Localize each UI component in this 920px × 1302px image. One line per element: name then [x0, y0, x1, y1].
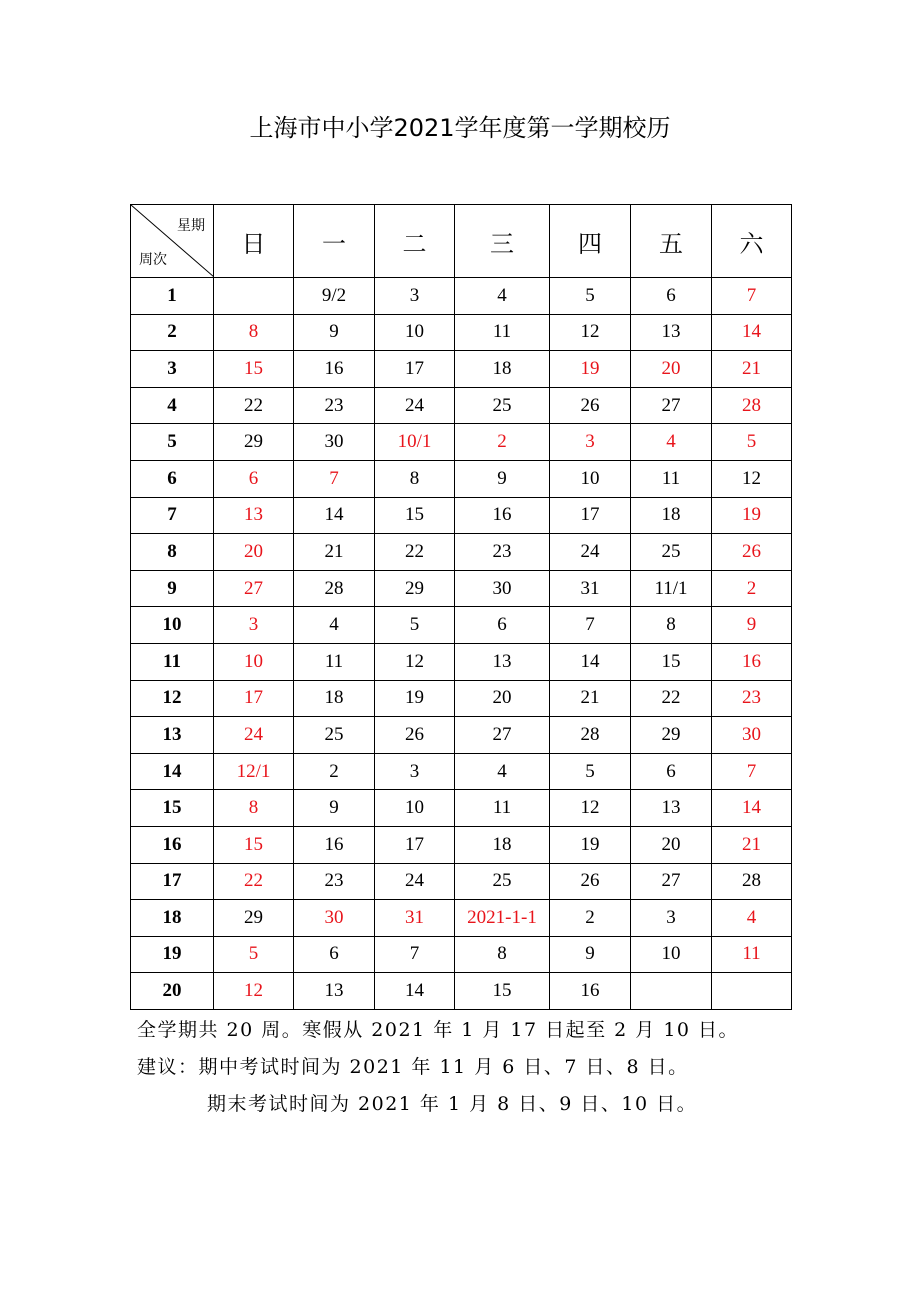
- table-row: [131, 570, 792, 607]
- week-number-cell: 1: [131, 278, 214, 315]
- date-cell: 6: [631, 278, 712, 315]
- date-cell: 10: [631, 936, 712, 973]
- date-cell: 4: [712, 900, 792, 937]
- date-cell: 11: [455, 314, 550, 351]
- date-cell: 28: [294, 570, 375, 607]
- date-cell: 5: [375, 607, 455, 644]
- date-cell: 11: [294, 643, 375, 680]
- week-axis-label: 周次: [139, 252, 167, 268]
- week-number-cell: 5: [131, 424, 214, 461]
- date-cell: 7: [550, 607, 631, 644]
- date-cell: 5: [712, 424, 792, 461]
- date-cell: 30: [294, 424, 375, 461]
- date-cell: 24: [214, 717, 294, 754]
- header-row: [131, 205, 792, 278]
- table-row: [131, 387, 792, 424]
- date-cell: 24: [550, 534, 631, 571]
- date-cell: 31: [375, 900, 455, 937]
- date-cell: 21: [712, 826, 792, 863]
- date-cell: 30: [712, 717, 792, 754]
- date-cell: 8: [455, 936, 550, 973]
- date-cell: 30: [294, 900, 375, 937]
- note-semester-summary: 全学期共 20 周。寒假从 2021 年 1 月 17 日起至 2 月 10 日。: [137, 1019, 740, 1041]
- week-number-cell: 8: [131, 534, 214, 571]
- date-cell: 14: [550, 643, 631, 680]
- table-row: [131, 680, 792, 717]
- week-number-cell: 3: [131, 351, 214, 388]
- table-row: [131, 460, 792, 497]
- date-cell: 17: [375, 826, 455, 863]
- date-cell: 26: [550, 863, 631, 900]
- date-cell: 27: [455, 717, 550, 754]
- date-cell: 11/1: [631, 570, 712, 607]
- date-cell: 6: [294, 936, 375, 973]
- date-cell: 23: [294, 863, 375, 900]
- date-cell: 28: [550, 717, 631, 754]
- date-cell: 28: [712, 387, 792, 424]
- table-row: [131, 826, 792, 863]
- date-cell: 20: [631, 826, 712, 863]
- date-cell: 13: [214, 497, 294, 534]
- week-number-cell: 6: [131, 460, 214, 497]
- date-cell: 7: [375, 936, 455, 973]
- table-row: [131, 936, 792, 973]
- week-number-cell: 18: [131, 900, 214, 937]
- date-cell: [631, 973, 712, 1010]
- date-cell: 25: [455, 387, 550, 424]
- school-calendar-table: [130, 204, 792, 1010]
- weekday-axis-label: 星期: [177, 218, 205, 234]
- date-cell: 29: [214, 900, 294, 937]
- table-row: [131, 643, 792, 680]
- date-cell: 8: [214, 790, 294, 827]
- date-cell: 7: [294, 460, 375, 497]
- date-cell: 5: [550, 753, 631, 790]
- table-row: [131, 424, 792, 461]
- date-cell: 12: [712, 460, 792, 497]
- date-cell: 14: [712, 790, 792, 827]
- week-number-cell: 9: [131, 570, 214, 607]
- date-cell: 2: [712, 570, 792, 607]
- date-cell: 14: [294, 497, 375, 534]
- date-cell: 26: [550, 387, 631, 424]
- date-cell: 10: [550, 460, 631, 497]
- date-cell: 5: [214, 936, 294, 973]
- table-row: [131, 314, 792, 351]
- week-number-cell: 4: [131, 387, 214, 424]
- note-midterm-suggestion: 建议：期中考试时间为 2021 年 11 月 6 日、7 日、8 日。: [137, 1056, 689, 1078]
- date-cell: 19: [712, 497, 792, 534]
- date-cell: 10/1: [375, 424, 455, 461]
- date-cell: 19: [550, 826, 631, 863]
- week-number-cell: 11: [131, 643, 214, 680]
- table-row: [131, 534, 792, 571]
- date-cell: 11: [631, 460, 712, 497]
- date-cell: 12: [550, 790, 631, 827]
- date-cell: 26: [712, 534, 792, 571]
- day-header-sun: 日: [214, 205, 294, 278]
- note-final-exam: 期末考试时间为 2021 年 1 月 8 日、9 日、10 日。: [207, 1093, 698, 1115]
- date-cell: 15: [214, 826, 294, 863]
- date-cell: 2: [294, 753, 375, 790]
- date-cell: 5: [550, 278, 631, 315]
- date-cell: 9/2: [294, 278, 375, 315]
- date-cell: 22: [631, 680, 712, 717]
- week-number-cell: 13: [131, 717, 214, 754]
- date-cell: 15: [631, 643, 712, 680]
- table-row: [131, 497, 792, 534]
- date-cell: 27: [631, 863, 712, 900]
- date-cell: 10: [375, 314, 455, 351]
- date-cell: 20: [455, 680, 550, 717]
- date-cell: 24: [375, 863, 455, 900]
- date-cell: 13: [294, 973, 375, 1010]
- date-cell: 30: [455, 570, 550, 607]
- date-cell: 18: [455, 351, 550, 388]
- date-cell: 2021-1-1: [455, 900, 550, 937]
- table-row: [131, 973, 792, 1010]
- date-cell: 17: [550, 497, 631, 534]
- date-cell: 16: [294, 826, 375, 863]
- page-title: 上海市中小学2021学年度第一学期校历: [249, 114, 671, 142]
- date-cell: 19: [375, 680, 455, 717]
- day-header-sat: 六: [712, 205, 792, 278]
- date-cell: 16: [712, 643, 792, 680]
- date-cell: 29: [375, 570, 455, 607]
- date-cell: 15: [214, 351, 294, 388]
- date-cell: 2: [455, 424, 550, 461]
- date-cell: 3: [375, 753, 455, 790]
- week-number-cell: 7: [131, 497, 214, 534]
- date-cell: 12: [375, 643, 455, 680]
- date-cell: 20: [631, 351, 712, 388]
- date-cell: 6: [631, 753, 712, 790]
- date-cell: 16: [294, 351, 375, 388]
- date-cell: 23: [294, 387, 375, 424]
- date-cell: 9: [550, 936, 631, 973]
- week-number-cell: 15: [131, 790, 214, 827]
- date-cell: 3: [375, 278, 455, 315]
- date-cell: 14: [375, 973, 455, 1010]
- table-row: [131, 790, 792, 827]
- date-cell: 23: [712, 680, 792, 717]
- table-row: [131, 607, 792, 644]
- week-number-cell: 10: [131, 607, 214, 644]
- week-number-cell: 16: [131, 826, 214, 863]
- table-row: [131, 278, 792, 315]
- day-header-wed: 三: [455, 205, 550, 278]
- date-cell: 25: [294, 717, 375, 754]
- table-row: [131, 717, 792, 754]
- week-number-cell: 12: [131, 680, 214, 717]
- date-cell: 4: [294, 607, 375, 644]
- date-cell: 20: [214, 534, 294, 571]
- week-number-cell: 2: [131, 314, 214, 351]
- date-cell: 26: [375, 717, 455, 754]
- date-cell: 27: [631, 387, 712, 424]
- date-cell: 7: [712, 753, 792, 790]
- week-number-cell: 14: [131, 753, 214, 790]
- date-cell: 29: [631, 717, 712, 754]
- date-cell: 28: [712, 863, 792, 900]
- date-cell: 8: [375, 460, 455, 497]
- date-cell: 17: [375, 351, 455, 388]
- week-number-cell: 17: [131, 863, 214, 900]
- date-cell: 18: [294, 680, 375, 717]
- date-cell: 4: [631, 424, 712, 461]
- table-row: [131, 753, 792, 790]
- date-cell: 19: [550, 351, 631, 388]
- date-cell: 24: [375, 387, 455, 424]
- date-cell: 18: [631, 497, 712, 534]
- date-cell: 22: [214, 387, 294, 424]
- date-cell: 11: [712, 936, 792, 973]
- table-row: [131, 900, 792, 937]
- date-cell: 6: [214, 460, 294, 497]
- date-cell: 17: [214, 680, 294, 717]
- date-cell: 10: [375, 790, 455, 827]
- date-cell: 25: [631, 534, 712, 571]
- date-cell: 22: [214, 863, 294, 900]
- date-cell: 3: [550, 424, 631, 461]
- date-cell: 9: [294, 790, 375, 827]
- calendar-body: [131, 278, 792, 1010]
- week-number-cell: 20: [131, 973, 214, 1010]
- date-cell: 9: [712, 607, 792, 644]
- date-cell: 21: [550, 680, 631, 717]
- date-cell: 12/1: [214, 753, 294, 790]
- date-cell: 4: [455, 753, 550, 790]
- day-header-mon: 一: [294, 205, 375, 278]
- table-row: [131, 863, 792, 900]
- date-cell: 29: [214, 424, 294, 461]
- date-cell: 4: [455, 278, 550, 315]
- date-cell: 6: [455, 607, 550, 644]
- date-cell: 12: [214, 973, 294, 1010]
- date-cell: 21: [712, 351, 792, 388]
- date-cell: 22: [375, 534, 455, 571]
- date-cell: 31: [550, 570, 631, 607]
- date-cell: 13: [631, 790, 712, 827]
- date-cell: 14: [712, 314, 792, 351]
- date-cell: 13: [631, 314, 712, 351]
- date-cell: 16: [455, 497, 550, 534]
- date-cell: 25: [455, 863, 550, 900]
- date-cell: 3: [214, 607, 294, 644]
- date-cell: 18: [455, 826, 550, 863]
- date-cell: 13: [455, 643, 550, 680]
- date-cell: 3: [631, 900, 712, 937]
- date-cell: 15: [455, 973, 550, 1010]
- date-cell: 9: [455, 460, 550, 497]
- date-cell: [214, 278, 294, 315]
- date-cell: 15: [375, 497, 455, 534]
- date-cell: 2: [550, 900, 631, 937]
- date-cell: 9: [294, 314, 375, 351]
- date-cell: 21: [294, 534, 375, 571]
- day-header-thu: 四: [550, 205, 631, 278]
- notes-block: [137, 1012, 739, 1123]
- date-cell: 8: [214, 314, 294, 351]
- date-cell: 7: [712, 278, 792, 315]
- date-cell: 8: [631, 607, 712, 644]
- date-cell: 11: [455, 790, 550, 827]
- date-cell: 10: [214, 643, 294, 680]
- table-row: [131, 351, 792, 388]
- corner-header-cell: [131, 205, 214, 278]
- day-header-fri: 五: [631, 205, 712, 278]
- date-cell: 27: [214, 570, 294, 607]
- date-cell: [712, 973, 792, 1010]
- date-cell: 16: [550, 973, 631, 1010]
- day-header-tue: 二: [375, 205, 455, 278]
- date-cell: 12: [550, 314, 631, 351]
- week-number-cell: 19: [131, 936, 214, 973]
- date-cell: 23: [455, 534, 550, 571]
